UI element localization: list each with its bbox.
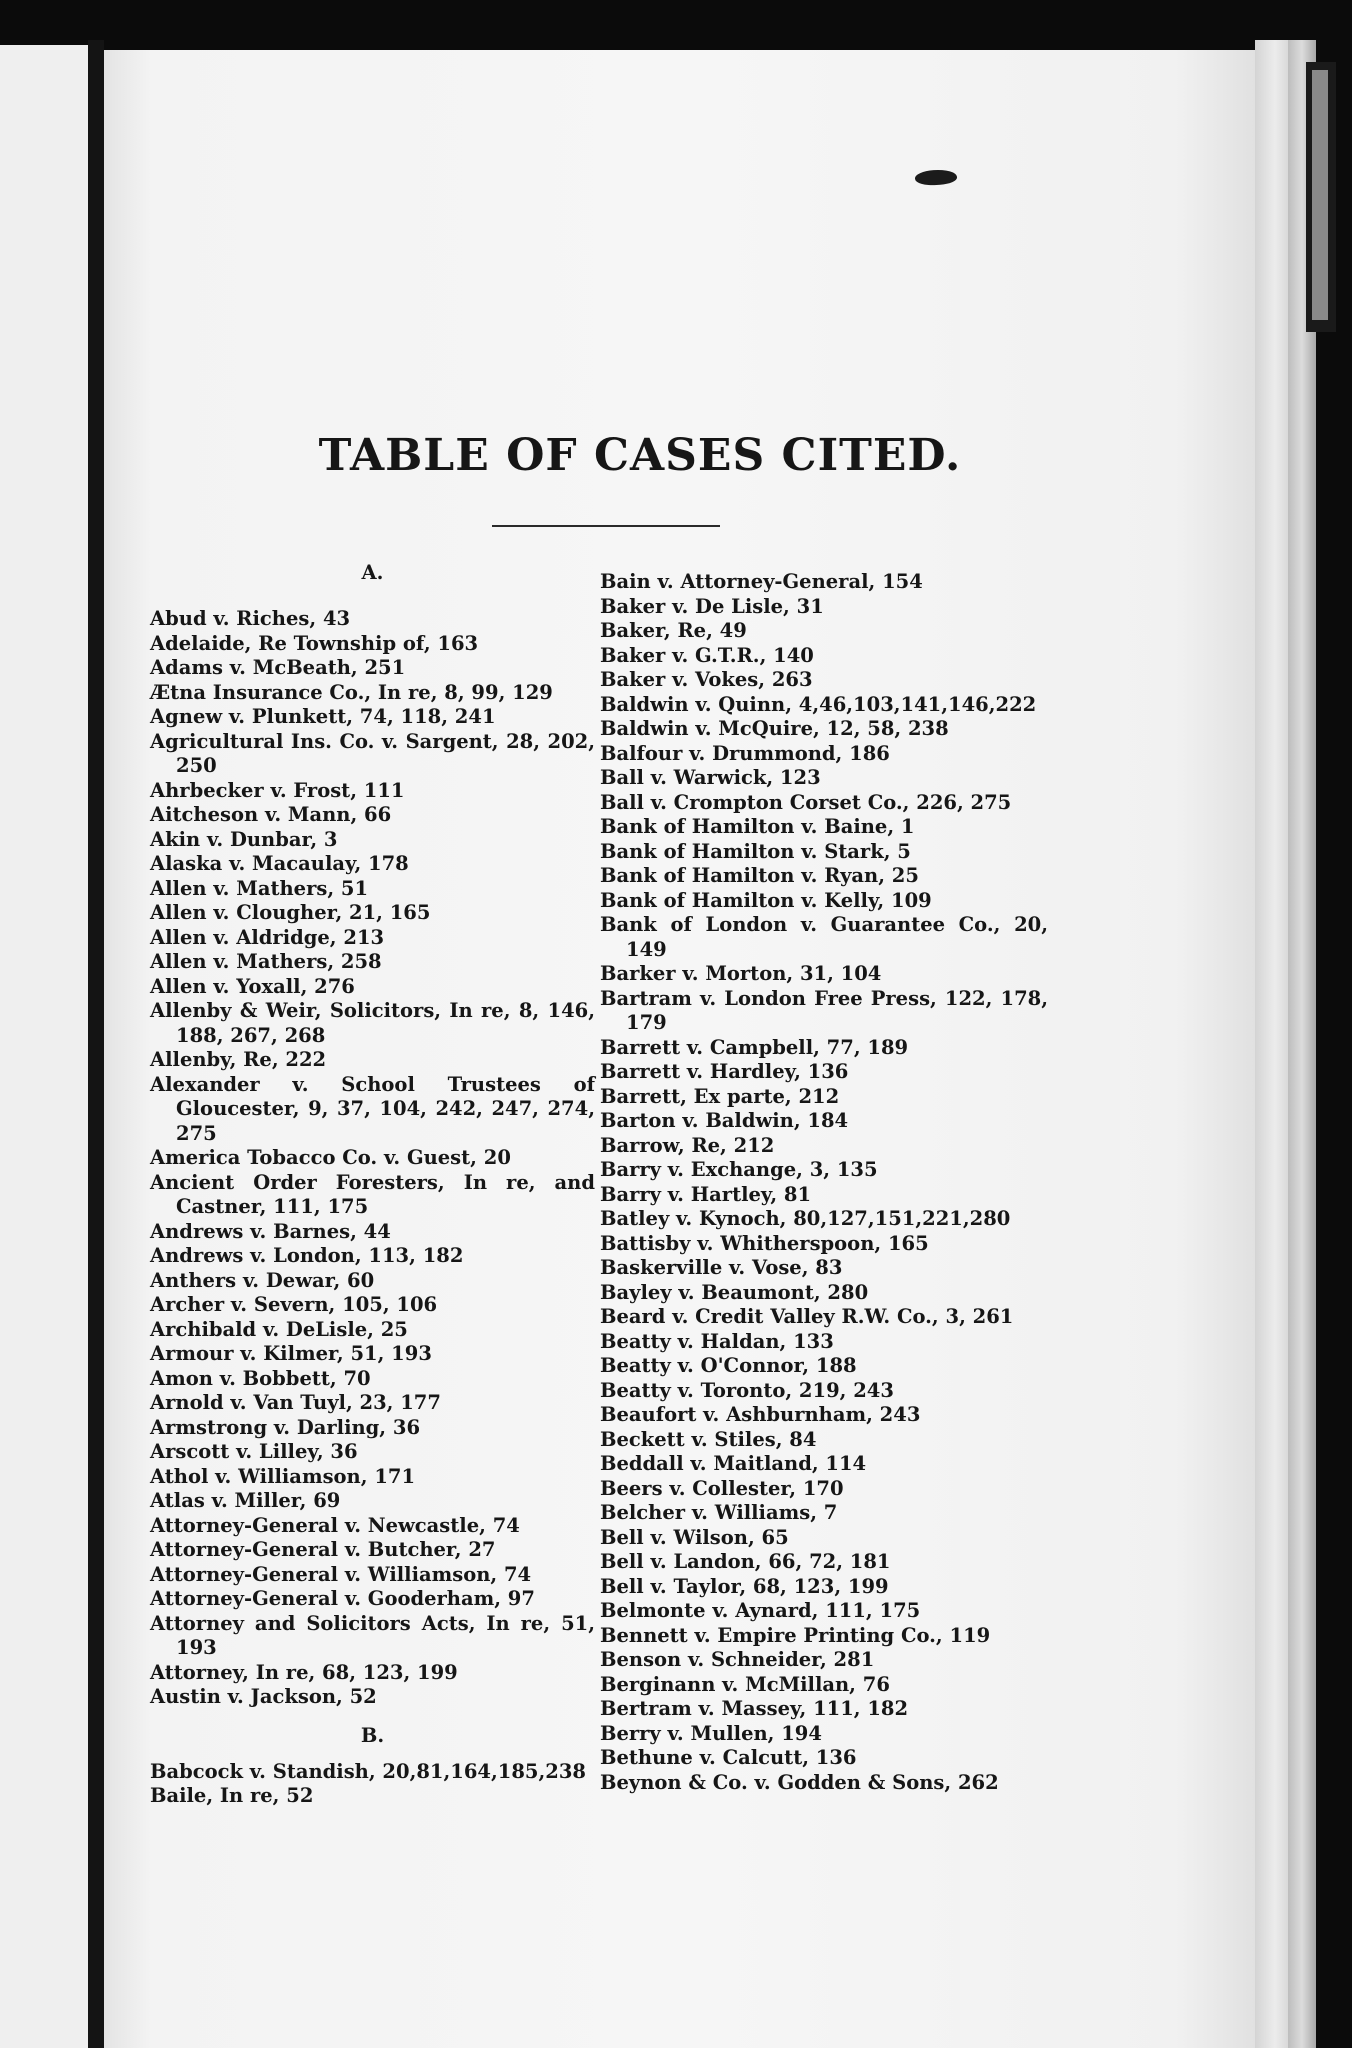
case-entry: Baldwin v. Quinn, 4,46,103,141,146,222 [600, 692, 1037, 716]
case-entry: Bank of London v. Guarantee Co., 20, 149 [600, 913, 1048, 961]
case-entry: Attorney-General v. Newcastle, 74 [150, 1513, 520, 1537]
case-entry: Baskerville v. Vose, 83 [600, 1256, 843, 1279]
case-entry: Allenby & Weir, Solicitors, In re, 8, 146, 188, 267, 268 [150, 999, 595, 1047]
case-entry: Attorney-General v. Gooderham, 97 [150, 1587, 535, 1610]
case-entry: Balfour v. Drummond, 186 [600, 741, 890, 765]
case-entry: Bell v. Taylor, 68, 123, 199 [600, 1574, 889, 1598]
case-entry: Arnold v. Van Tuyl, 23, 177 [150, 1391, 441, 1414]
case-entry: Beard v. Credit Valley R.W. Co., 3, 261 [600, 1305, 1014, 1328]
case-list-a [150, 607, 595, 1710]
section-heading-a: A. [361, 561, 384, 584]
case-entry: Attorney, In re, 68, 123, 199 [150, 1660, 458, 1684]
case-entry: Beynon & Co. v. Godden & Sons, 262 [600, 1770, 999, 1794]
case-entry: Bain v. Attorney-General, 154 [600, 570, 923, 593]
case-entry: Bank of Hamilton v. Kelly, 109 [600, 888, 932, 912]
case-entry: Aitcheson v. Mann, 66 [150, 803, 392, 826]
case-entry: Agnew v. Plunkett, 74, 118, 241 [150, 705, 496, 728]
case-entry: Armour v. Kilmer, 51, 193 [150, 1342, 432, 1365]
case-entry: Baile, In re, 52 [150, 1784, 314, 1807]
case-entry: Adams v. McBeath, 251 [150, 656, 406, 679]
cover-edge-highlight [1312, 70, 1328, 320]
case-entry: Bennett v. Empire Printing Co., 119 [600, 1623, 991, 1647]
case-entry: Barry v. Exchange, 3, 135 [600, 1158, 878, 1181]
case-entry: Battisby v. Whitherspoon, 165 [600, 1231, 929, 1255]
case-entry: Barrett v. Hardley, 136 [600, 1060, 849, 1083]
case-entry: Adelaide, Re Township of, 163 [150, 631, 479, 655]
case-entry: Belmonte v. Aynard, 111, 175 [600, 1599, 921, 1622]
case-entry: Alexander v. School Trustees of Gloucester, 9, 37, 104, 242, 247, 274, 275 [150, 1072, 595, 1145]
case-entry: Archibald v. DeLisle, 25 [150, 1317, 408, 1341]
case-entry: Bethune v. Calcutt, 136 [600, 1746, 857, 1769]
page-stack-edge-outer [1288, 40, 1316, 2048]
case-entry: Alaska v. Macaulay, 178 [150, 852, 409, 875]
case-entry: Bell v. Wilson, 65 [600, 1525, 789, 1549]
case-entry: Beckett v. Stiles, 84 [600, 1427, 817, 1451]
facing-page-edge [0, 45, 88, 2048]
case-entry: Batley v. Kynoch, 80,127,151,221,280 [600, 1207, 1011, 1230]
book-spine-shadow [88, 40, 104, 2048]
case-entry: Baker v. Vokes, 263 [600, 668, 813, 691]
case-entry: Attorney-General v. Butcher, 27 [150, 1538, 496, 1561]
case-entry: Barrett v. Campbell, 77, 189 [600, 1035, 909, 1059]
case-entry: Bayley v. Beaumont, 280 [600, 1280, 869, 1304]
case-entry: Babcock v. Standish, 20,81,164,185,238 [150, 1759, 586, 1783]
case-list-b-right [600, 570, 1048, 1795]
case-entry: Bertram v. Massey, 111, 182 [600, 1697, 909, 1720]
case-entry: Belcher v. Williams, 7 [600, 1501, 838, 1524]
case-entry: Ætna Insurance Co., In re, 8, 99, 129 [150, 680, 553, 704]
case-entry: Ball v. Crompton Corset Co., 226, 275 [600, 790, 1012, 814]
page-title: TABLE OF CASES CITED. [318, 430, 962, 481]
case-entry: Allen v. Aldridge, 213 [150, 925, 385, 949]
left-column [150, 558, 595, 1809]
case-entry: Benson v. Schneider, 281 [600, 1648, 875, 1671]
case-entry: Baker, Re, 49 [600, 619, 747, 642]
section-heading-b: B. [360, 1723, 385, 1747]
case-entry: Athol v. Williamson, 171 [150, 1464, 416, 1488]
case-entry: Allen v. Mathers, 51 [150, 876, 369, 900]
case-entry: Barton v. Baldwin, 184 [600, 1109, 849, 1132]
case-entry: Austin v. Jackson, 52 [150, 1685, 377, 1708]
case-entry: Allen v. Yoxall, 276 [150, 974, 355, 998]
case-entry: Bartram v. London Free Press, 122, 178, 179 [600, 986, 1048, 1034]
case-entry: Bank of Hamilton v. Ryan, 25 [600, 864, 919, 887]
case-entry: Beddall v. Maitland, 114 [600, 1452, 867, 1475]
case-entry: Allenby, Re, 222 [150, 1048, 327, 1071]
title-rule [492, 525, 720, 527]
case-entry: Beatty v. Haldan, 133 [600, 1329, 834, 1353]
right-column [600, 570, 1048, 1795]
case-entry: Anthers v. Dewar, 60 [150, 1268, 375, 1292]
case-entry: Abud v. Riches, 43 [150, 607, 351, 630]
case-entry: Beers v. Collester, 170 [600, 1476, 844, 1500]
case-entry: Amon v. Bobbett, 70 [150, 1366, 371, 1390]
case-list-b-left [150, 1760, 595, 1809]
case-entry: Allen v. Mathers, 258 [150, 950, 382, 973]
case-entry: Baldwin v. McQuire, 12, 58, 238 [600, 717, 949, 740]
case-entry: Baker v. De Lisle, 31 [600, 594, 824, 618]
case-entry: Ball v. Warwick, 123 [600, 766, 821, 789]
case-entry: Arscott v. Lilley, 36 [150, 1440, 358, 1463]
case-entry: Baker v. G.T.R., 140 [600, 643, 814, 667]
case-entry: Bank of Hamilton v. Stark, 5 [600, 839, 911, 863]
case-entry: Barker v. Morton, 31, 104 [600, 962, 882, 985]
case-entry: Beatty v. Toronto, 219, 243 [600, 1378, 894, 1402]
case-entry: Attorney and Solicitors Acts, In re, 51, 193 [150, 1611, 595, 1659]
case-entry: Andrews v. Barnes, 44 [150, 1219, 391, 1243]
case-entry: Berry v. Mullen, 194 [600, 1721, 822, 1745]
case-entry: Barrow, Re, 212 [600, 1133, 775, 1157]
case-entry: Beatty v. O'Connor, 188 [600, 1354, 857, 1377]
case-entry: Beaufort v. Ashburnham, 243 [600, 1403, 921, 1426]
case-entry: Atlas v. Miller, 69 [150, 1489, 341, 1512]
case-entry: Agricultural Ins. Co. v. Sargent, 28, 202, 250 [150, 729, 595, 777]
case-entry: America Tobacco Co. v. Guest, 20 [150, 1146, 511, 1169]
case-entry: Armstrong v. Darling, 36 [150, 1415, 421, 1439]
case-entry: Attorney-General v. Williamson, 74 [150, 1562, 532, 1586]
case-entry: Bank of Hamilton v. Baine, 1 [600, 815, 915, 838]
case-entry: Archer v. Severn, 105, 106 [150, 1293, 438, 1316]
case-entry: Ancient Order Foresters, In re, and Castner, 111, 175 [150, 1170, 595, 1218]
case-entry: Andrews v. London, 113, 182 [150, 1244, 464, 1267]
case-entry: Ahrbecker v. Frost, 111 [150, 778, 405, 802]
case-entry: Allen v. Clougher, 21, 165 [150, 901, 431, 924]
case-entry: Akin v. Dunbar, 3 [150, 827, 338, 851]
case-entry: Berginann v. McMillan, 76 [600, 1672, 890, 1696]
case-entry: Barry v. Hartley, 81 [600, 1182, 812, 1206]
case-entry: Barrett, Ex parte, 212 [600, 1084, 840, 1108]
case-entry: Bell v. Landon, 66, 72, 181 [600, 1550, 891, 1573]
